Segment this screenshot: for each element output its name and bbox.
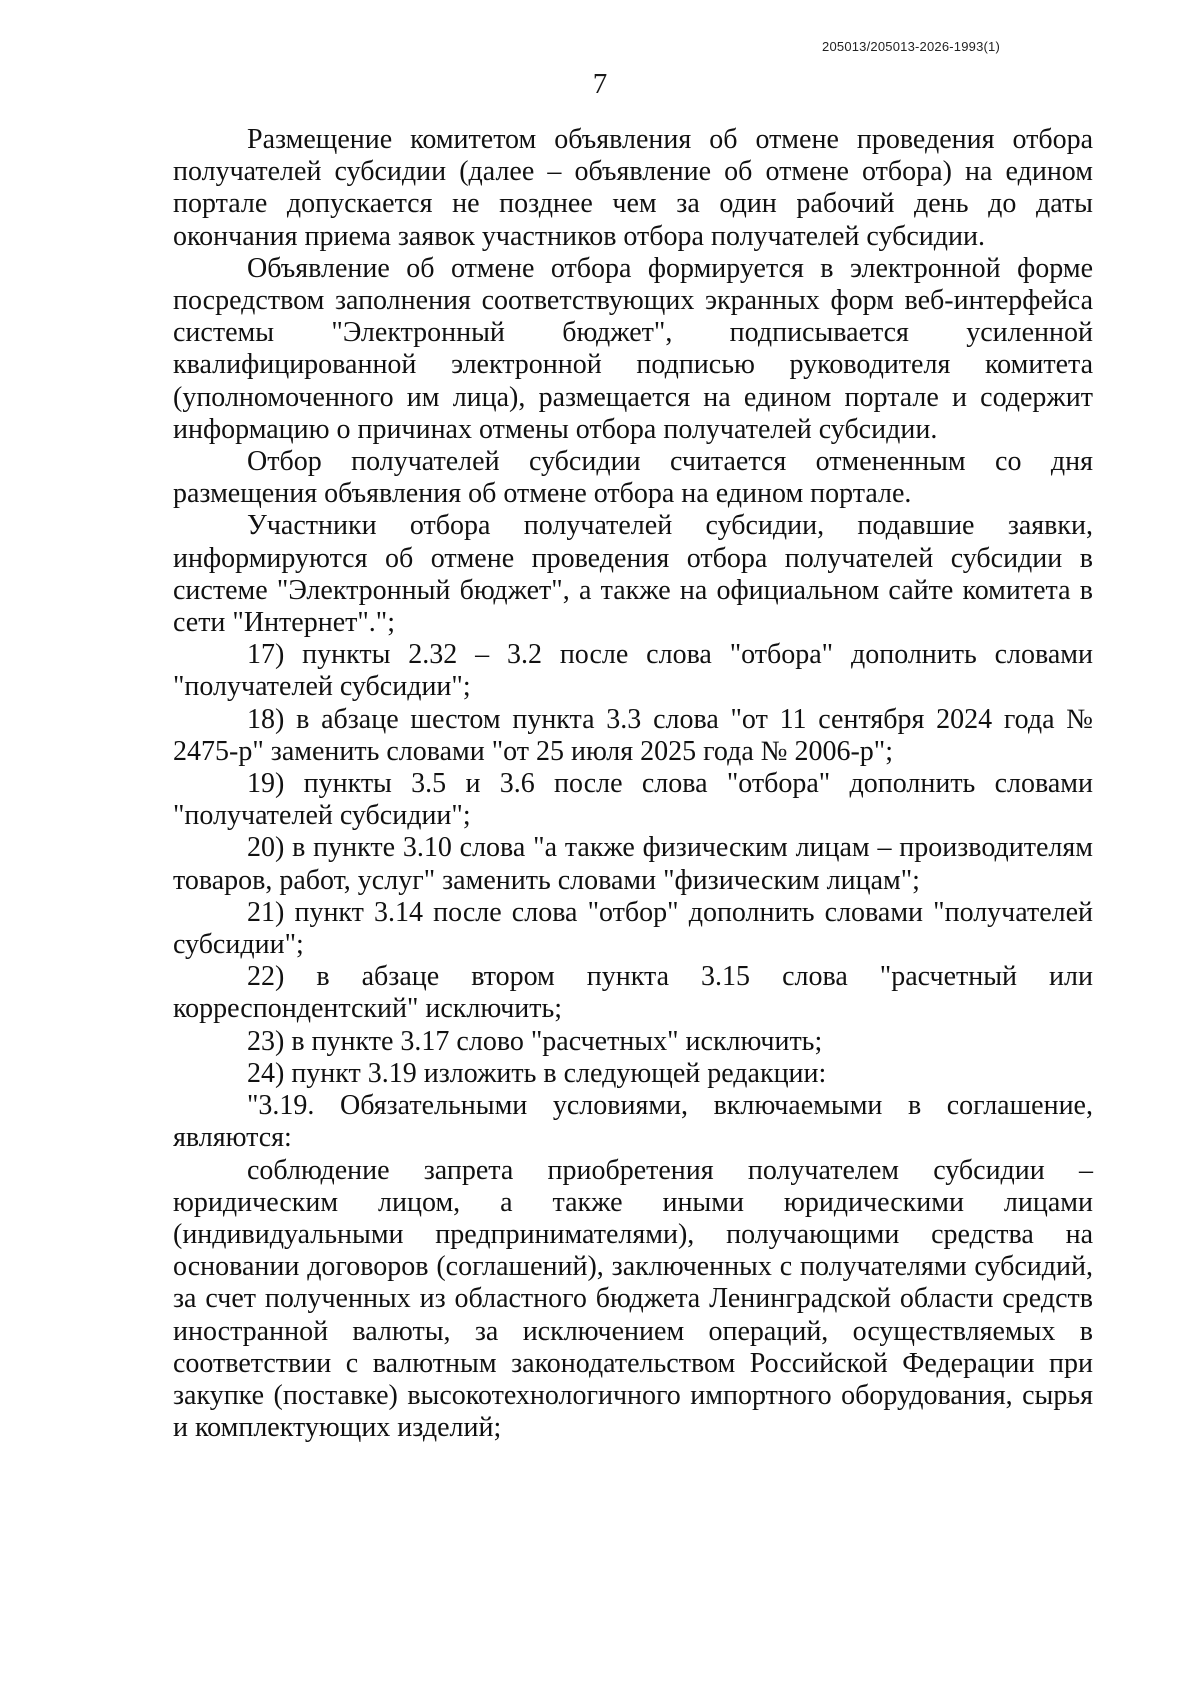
paragraph: Размещение комитетом объявления об отмене проведения отбора получателей субсидии (далее – объявление об отмене отбора) на едином портале допускается не позднее чем за один рабочий день до даты окончания приема заявок участников отбора получателей субсидии. xyxy=(173,124,1093,252)
list-item: 18) в абзаце шестом пункта 3.3 слова "от 11 сентября 2024 года № 2475-р" заменить словами "от 25 июля 2025 года № 2006-р"; xyxy=(173,703,1093,767)
list-item: 20) в пункте 3.10 слова "а также физическим лицам – производителям товаров, работ, услуг" заменить словами "физическим лицам"; xyxy=(173,832,1093,896)
paragraph: Объявление об отмене отбора формируется в электронной форме посредством заполнения соответствующих экранных форм веб-интерфейса системы "Электронный бюджет", подписывается усиленной квалифицированной электронной подписью руководителя комитета (уполномоченного им лица), размещается на едином портале и содержит информацию о причинах отмены отбора получателей субсидии. xyxy=(173,252,1093,445)
paragraph: соблюдение запрета приобретения получателем субсидии – юридическим лицом, а также иными юридическими лицами (индивидуальными предпринимателями), получающими средства на основании договоров (соглашений), заключенных с получателями субсидий, за счет полученных из областного бюджета Ленинградской области средств иностранной валюты, за исключением операций, осуществляемых в соответствии с валютным законодательством Российской Федерации при закупке (поставке) высокотехнологичного импортного оборудования, сырья и комплектующих изделий; xyxy=(173,1154,1093,1444)
paragraph: Участники отбора получателей субсидии, подавшие заявки, информируются об отмене проведения отбора получателей субсидии в системе "Электронный бюджет", а также на официальном сайте комитета в сети "Интернет"."; xyxy=(173,510,1093,639)
page-number: 7 xyxy=(592,68,608,100)
quoted-clause: "3.19. Обязательными условиями, включаемыми в соглашение, являются: xyxy=(173,1090,1093,1154)
list-item: 21) пункт 3.14 после слова "отбор" дополнить словами "получателей субсидии"; xyxy=(173,896,1093,961)
paragraph: Отбор получателей субсидии считается отмененным со дня размещения объявления об отмене отбора на едином портале. xyxy=(173,446,1093,510)
list-item: 17) пункты 2.32 – 3.2 после слова "отбора" дополнить словами "получателей субсидии"; xyxy=(173,639,1093,703)
list-item: 22) в абзаце втором пункта 3.15 слова "расчетный или корреспондентский" исключить; xyxy=(173,961,1093,1025)
document-body xyxy=(173,124,1093,1444)
document-id: 205013/205013-2026-1993(1) xyxy=(822,39,1000,54)
list-item: 23) в пункте 3.17 слово "расчетных" исключить; xyxy=(247,1025,823,1057)
list-item: 24) пункт 3.19 изложить в следующей редакции: xyxy=(247,1057,827,1089)
list-item: 19) пункты 3.5 и 3.6 после слова "отбора" дополнить словами "получателей субсидии"; xyxy=(173,768,1093,832)
